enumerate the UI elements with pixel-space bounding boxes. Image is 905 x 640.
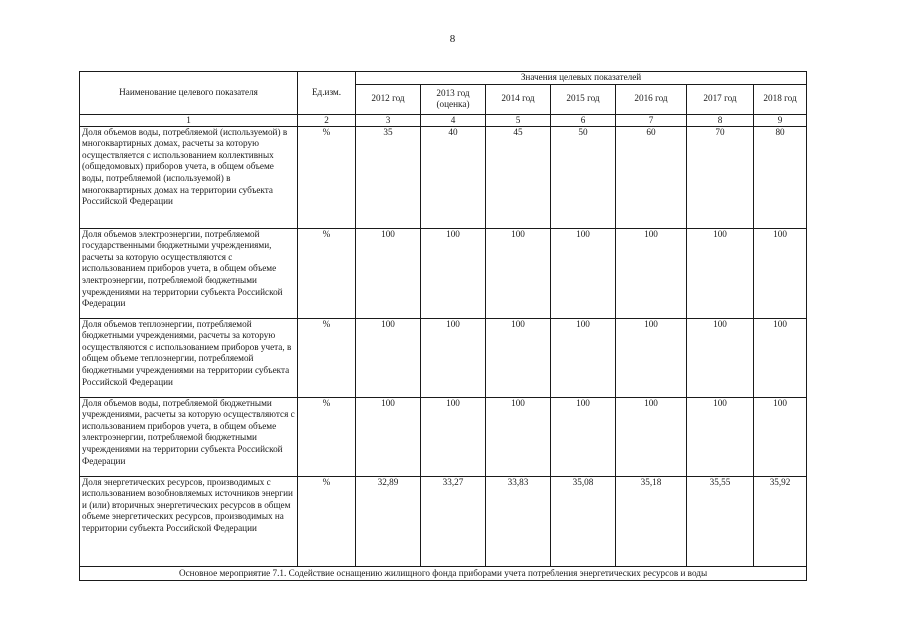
indicator-value: 80 (754, 126, 807, 228)
indicator-value: 100 (754, 397, 807, 476)
col-number: 5 (486, 114, 551, 126)
indicator-value: 100 (486, 318, 551, 397)
header-year: 2015 год (551, 84, 616, 114)
header-year: 2012 год (356, 84, 421, 114)
indicator-value: 100 (551, 318, 616, 397)
header-row-col-numbers (80, 114, 807, 126)
indicator-value: 40 (421, 126, 486, 228)
indicator-value: 100 (421, 397, 486, 476)
header-year: 2016 год (616, 84, 687, 114)
indicator-value: 100 (551, 228, 616, 318)
indicator-value: 100 (356, 318, 421, 397)
header-unit: Ед.изм. (298, 72, 356, 115)
indicator-value: 100 (486, 228, 551, 318)
indicator-value: 100 (616, 397, 687, 476)
indicator-value: 100 (754, 228, 807, 318)
indicator-value: 100 (356, 228, 421, 318)
indicator-unit: % (298, 397, 356, 476)
indicator-unit: % (298, 126, 356, 228)
col-number: 2 (298, 114, 356, 126)
col-number: 9 (754, 114, 807, 126)
target-indicators-table (79, 71, 807, 581)
indicator-name: Доля объемов электроэнергии, потребляемой государственными бюджетными учреждениями, расчеты за которую осуществляются с использованием приборов учета, в общем объеме электроэнергии, потребляемой бюджетными учреждениями на территории субъекта Российской Федерации (80, 228, 298, 318)
header-year: 2013 год (оценка) (421, 84, 486, 114)
indicator-value: 32,89 (356, 476, 421, 566)
indicator-value: 100 (687, 228, 754, 318)
indicator-name: Доля объемов теплоэнергии, потребляемой бюджетными учреждениями, расчеты за которую осуществляются с использованием приборов учета, в общем объеме теплоэнергии, потребляемой бюджетными учреждениями на территории субъекта Российской Федерации (80, 318, 298, 397)
header-row-group (80, 72, 807, 85)
col-number: 4 (421, 114, 486, 126)
indicator-name: Доля объемов воды, потребляемой бюджетными учреждениями, расчеты за которую осуществляются с использованием приборов учета, в общем объеме электроэнергии, потребляемой бюджетными учреждениями на территории субъекта Российской Федерации (80, 397, 298, 476)
indicator-value: 33,83 (486, 476, 551, 566)
col-number: 6 (551, 114, 616, 126)
indicator-value: 100 (616, 318, 687, 397)
indicator-unit: % (298, 476, 356, 566)
header-year: 2017 год (687, 84, 754, 114)
indicator-value: 35,92 (754, 476, 807, 566)
col-number: 7 (616, 114, 687, 126)
indicator-name: Доля энергетических ресурсов, производимых с использованием возобновляемых источников энергии и (или) вторичных энергетических ресурсов в общем объеме энергетических ресурсов, производимых на территории субъекта Российской Федерации (80, 476, 298, 566)
indicator-value: 100 (486, 397, 551, 476)
indicator-value: 100 (421, 228, 486, 318)
table-row (80, 397, 807, 476)
table-row (80, 228, 807, 318)
indicator-value: 100 (754, 318, 807, 397)
indicator-value: 35,55 (687, 476, 754, 566)
indicator-value: 60 (616, 126, 687, 228)
indicator-name: Доля объемов воды, потребляемой (используемой) в многоквартирных домах, расчеты за которую осуществляется с использованием коллективных (общедомовых) приборов учета, в общем объеме воды, потребляемой (используемой) в многоквартирных домах на территории субъекта Российской Федерации (80, 126, 298, 228)
header-indicator-name: Наименование целевого показателя (80, 72, 298, 115)
indicator-value: 100 (616, 228, 687, 318)
indicator-value: 70 (687, 126, 754, 228)
indicator-value: 100 (356, 397, 421, 476)
indicator-unit: % (298, 318, 356, 397)
table-row (80, 318, 807, 397)
indicator-unit: % (298, 228, 356, 318)
header-year: 2014 год (486, 84, 551, 114)
indicator-value: 100 (687, 318, 754, 397)
page-number: 8 (449, 33, 456, 45)
col-number: 3 (356, 114, 421, 126)
col-number: 8 (687, 114, 754, 126)
header-values-group: Значения целевых показателей (356, 72, 807, 85)
indicator-value: 100 (421, 318, 486, 397)
section-row (80, 566, 807, 580)
section-caption: Основное мероприятие 7.1. Содействие оснащению жилищного фонда приборами учета потребления энергетических ресурсов и воды (80, 566, 807, 580)
indicator-value: 100 (551, 397, 616, 476)
table-row (80, 126, 807, 228)
indicator-value: 35,08 (551, 476, 616, 566)
indicator-value: 100 (687, 397, 754, 476)
indicator-value: 35 (356, 126, 421, 228)
table-row (80, 476, 807, 566)
col-number: 1 (80, 114, 298, 126)
header-year: 2018 год (754, 84, 807, 114)
indicator-value: 50 (551, 126, 616, 228)
indicator-value: 45 (486, 126, 551, 228)
indicator-value: 33,27 (421, 476, 486, 566)
indicator-value: 35,18 (616, 476, 687, 566)
